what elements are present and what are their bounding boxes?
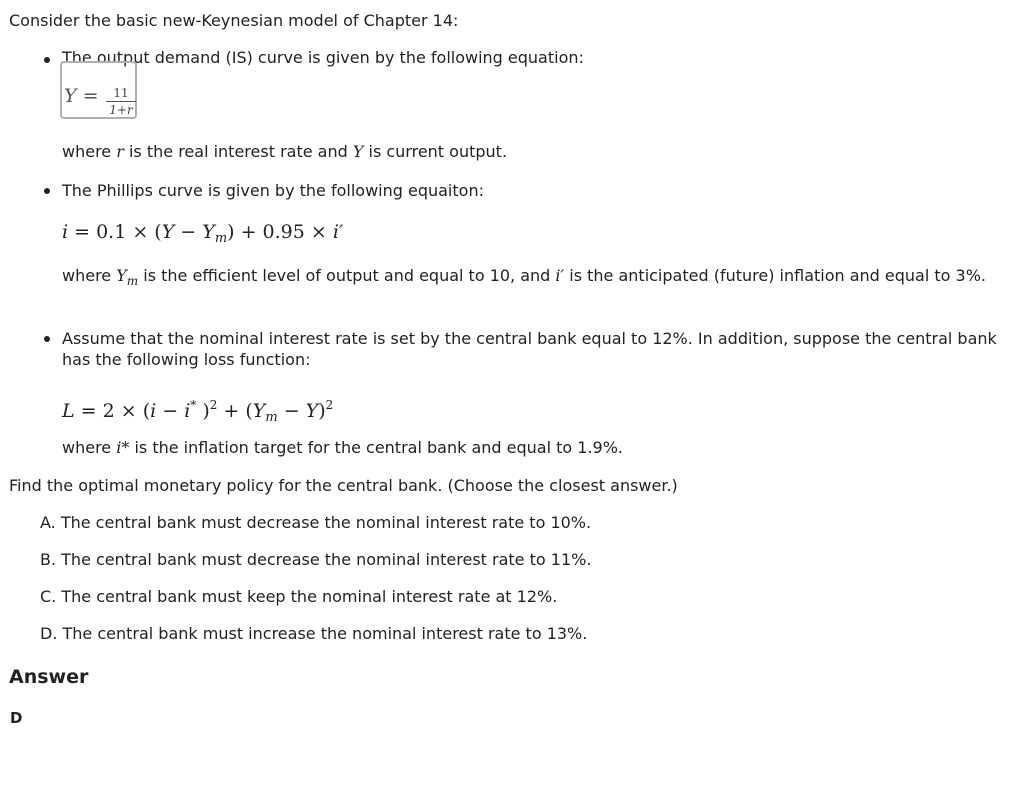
fraction-denominator: 1+r [109, 103, 133, 117]
bullet-dot-3 [44, 336, 50, 342]
fraction-bar [106, 101, 136, 102]
is-equation-fraction [106, 86, 136, 117]
loss-function-note: where i* is the inflation target for the central bank and equal to 1.9%. [62, 438, 623, 457]
answer-heading: Answer [9, 666, 89, 688]
option-b[interactable]: B. The central bank must decrease the nominal interest rate to 11%. [40, 550, 592, 569]
is-note: where r is the real interest rate and Y is current output. [62, 142, 508, 161]
question-text: Find the optimal monetary policy for the central bank. (Choose the closest answer.) [9, 476, 678, 495]
loss-function-equation: L = 2 × (i − i* )$^2 + (Y_m - Y)^2$ [62, 398, 334, 425]
option-d[interactable]: D. The central bank must increase the nominal interest rate to 13%. [40, 624, 588, 643]
is-equation-lhs: Y = [64, 85, 99, 107]
bullet-1-text: The output demand (IS) curve is given by the following equation: [62, 48, 584, 67]
answer-value: D [10, 709, 23, 727]
bullet-3-text: Assume that the nominal interest rate is set by the central bank equal to 12%. In addition, suppose the central bank has the following loss function: [62, 329, 997, 369]
bullet-2-text: The Phillips curve is given by the following equaiton: [62, 181, 484, 200]
bullet-dot-2 [44, 188, 50, 194]
phillips-note: where $Y_m$ is the efficient level of output and equal to 10, and i′ is the anticipated (future) inflation and equal to 3%. [62, 266, 987, 289]
option-c[interactable]: C. The central bank must keep the nominal interest rate at 12%. [40, 587, 558, 606]
option-a[interactable]: A. The central bank must decrease the nominal interest rate to 10%. [40, 513, 592, 532]
phillips-equation: $i = 0.1 \times (Y - Y_m) + 0.95 \times i'$ [62, 221, 344, 246]
bullet-dot-1 [44, 57, 50, 63]
intro-text: Consider the basic new-Keynesian model of Chapter 14: [9, 11, 459, 30]
fraction-numerator: 11 [113, 86, 129, 100]
